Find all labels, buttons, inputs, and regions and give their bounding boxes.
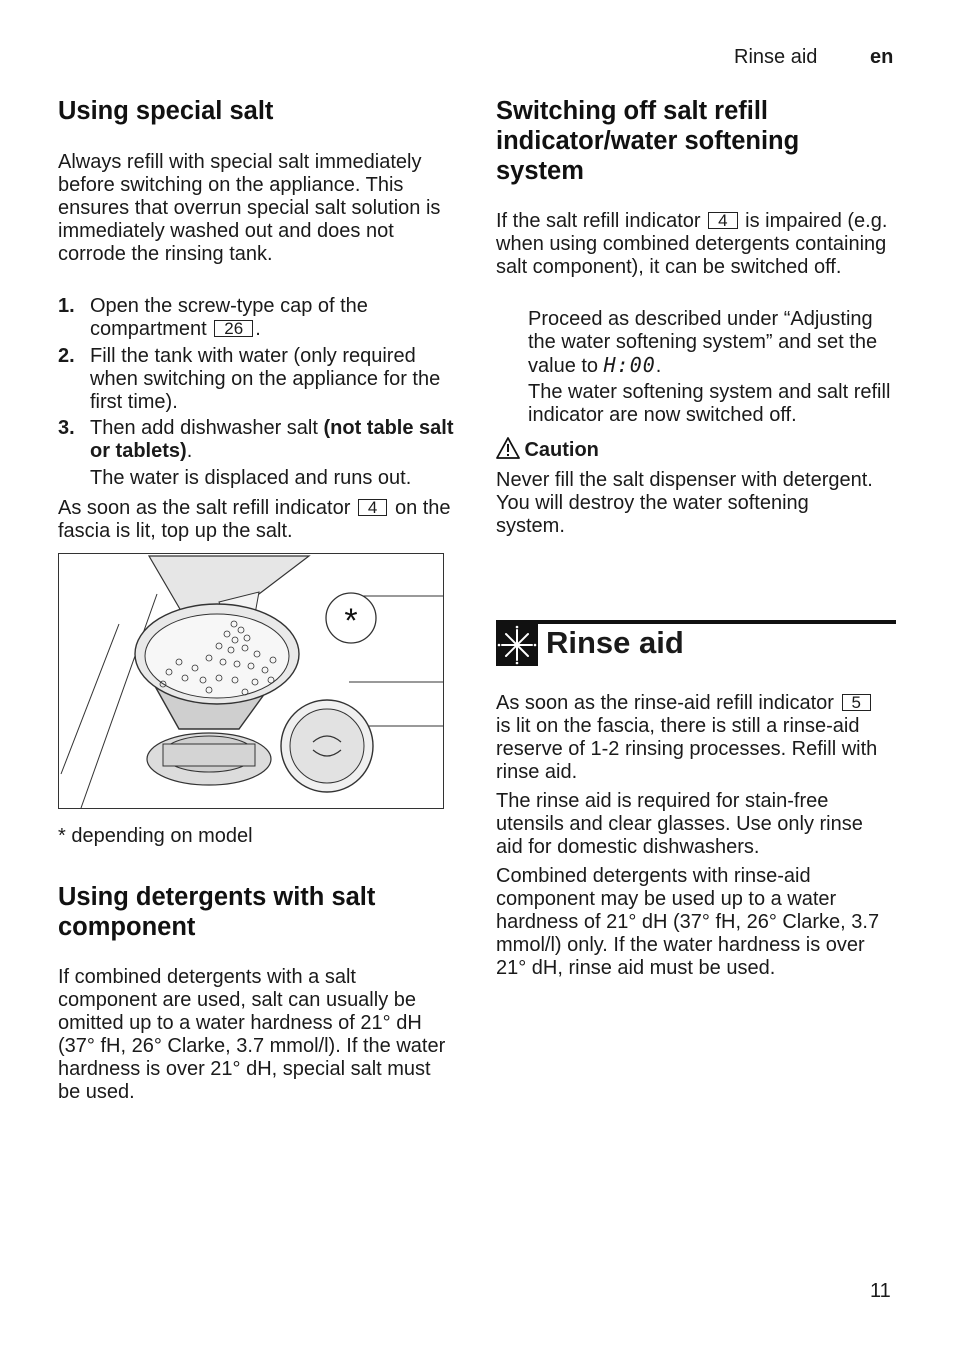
step-text: [90, 295, 460, 341]
switching-off-intro: [496, 210, 896, 279]
caution-header: [496, 437, 896, 462]
salt-indicator-note: [58, 497, 458, 543]
intro-text: is impaired (e.g. when using combined detergents containing salt component), it can be switched off.: [496, 210, 888, 278]
step-number: 1.: [58, 295, 75, 317]
rinse-aid-paragraph-1: [496, 692, 886, 784]
running-header-section: Rinse aid: [734, 46, 818, 68]
reference-number-box: 26: [214, 320, 253, 337]
rinse-aid-heading: Rinse aid: [546, 625, 684, 660]
reference-number-box: 4: [708, 212, 737, 229]
instruction-text: .: [655, 355, 662, 377]
rinse-aid-icon: [496, 624, 538, 666]
optional-feature-star: *: [344, 602, 358, 640]
page-number: 11: [870, 1280, 891, 1302]
switching-off-instruction: [528, 308, 896, 378]
switching-off-result: The water softening system and salt refill indicator are now switched off.: [528, 381, 891, 426]
note-text: on the fascia is lit, top up the salt.: [58, 497, 451, 542]
caution-title: Caution: [524, 439, 599, 461]
detergents-body: If combined detergents with a salt component are used, salt can usually be omitted up to a water hardness of 21° dH (37° fH, 26° Clarke, 3.7 mmol/l). If the water hardness is over 21° dH, special salt must be used.: [58, 966, 446, 1103]
display-value: H:00: [603, 353, 656, 377]
step-text-part: Open the screw-type cap of the compartment: [90, 295, 368, 340]
step-text-part: .: [255, 318, 261, 340]
running-header-language: en: [870, 46, 894, 68]
salt-step-result: The water is displaced and runs out.: [90, 467, 412, 489]
caution-text: Never fill the salt dispenser with detergent. You will destroy the water softening system.: [496, 469, 873, 537]
step-text-bold: (not table salt or tablets): [90, 417, 454, 462]
salt-steps-list: [58, 295, 458, 489]
rinse-aid-paragraph-2: The rinse aid is required for stain-free utensils and clear glasses. Use only rinse aid for domestic dishwashers.: [496, 790, 863, 858]
salt-intro: Always refill with special salt immediately before switching on the appliance. This ensures that overrun special salt solution is immediately washed out and does not corrode the rinsing tank.: [58, 151, 441, 265]
switching-off-heading: Switching off salt refill indicator/water softening system: [496, 97, 800, 185]
step-number: 3.: [58, 417, 75, 439]
salt-filling-illustration: [58, 553, 444, 809]
note-text: As soon as the salt refill indicator: [58, 497, 356, 519]
sparkle-icon: [496, 624, 538, 666]
step-text: Fill the tank with water (only required when switching on the appliance for the first time).: [90, 345, 441, 413]
step-text-part: Then add dishwasher salt: [90, 417, 324, 439]
reference-number-box: 5: [842, 694, 871, 711]
intro-text: If the salt refill indicator: [496, 210, 707, 232]
reference-number-box: 4: [358, 499, 387, 516]
salt-funnel-drawing: [59, 554, 443, 808]
rinse-aid-paragraph-3: Combined detergents with rinse-aid component may be used up to a water hardness of 21° dH (37° fH, 26° Clarke, 3.7 mmol/l) only. If the water hardness is over 21° dH, rinse aid must be used.: [496, 865, 880, 979]
rinse-text: is lit on the fascia, there is still a rinse-aid reserve of 1-2 rinsing processes. Refill with rinse aid.: [496, 715, 878, 783]
step-number: 2.: [58, 345, 75, 367]
step-text: [90, 417, 455, 463]
instruction-text: Proceed as described under “Adjusting the water softening system” and set the value to: [528, 308, 878, 377]
rinse-text: As soon as the rinse-aid refill indicator: [496, 692, 840, 714]
warning-triangle-icon: [496, 437, 520, 459]
detergents-heading: Using detergents with salt component: [58, 883, 376, 941]
salt-heading: Using special salt: [58, 97, 274, 125]
figure-footnote: * depending on model: [58, 825, 253, 847]
step-text-part: .: [186, 440, 193, 462]
